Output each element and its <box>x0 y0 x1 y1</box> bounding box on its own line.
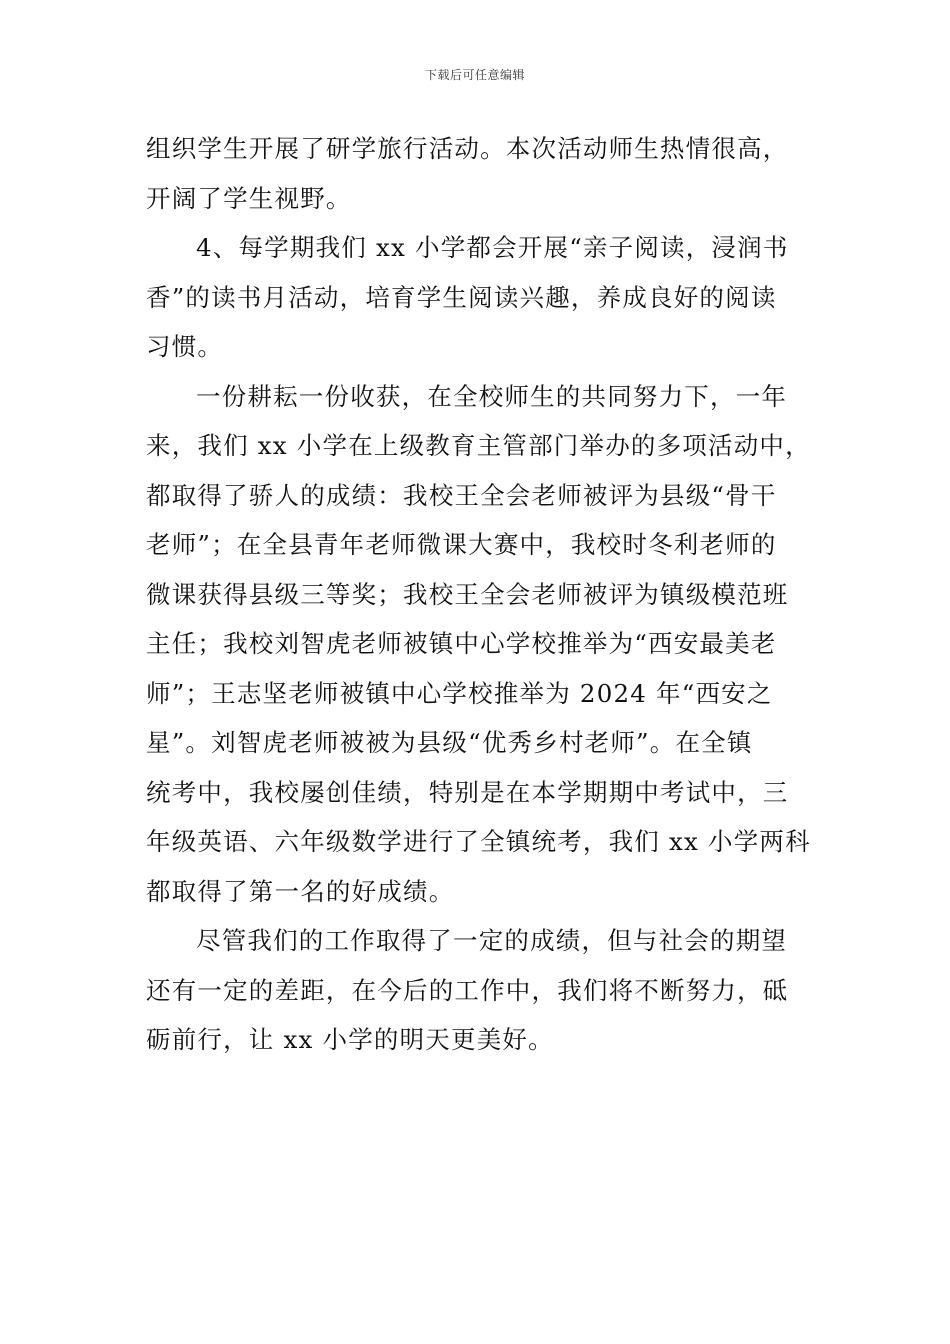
page-header: 下载后可任意编辑 <box>424 68 525 82</box>
paragraph-start-line: 4、每学期我们 xx 小学都会开展“亲子阅读，浸润书 <box>196 233 789 262</box>
text-line: 师”；王志坚老师被镇中心学校推举为 2024 年“西安之 <box>146 678 773 708</box>
text-line: 来，我们 xx 小学在上级教育主管部门举办的多项活动中， <box>146 431 811 460</box>
text-line: 微课获得县级三等奖；我校王全会老师被评为镇级模范班 <box>146 579 789 609</box>
text-line: 习惯。 <box>146 332 224 361</box>
paragraph-start-line: 尽管我们的工作取得了一定的成绩，但与社会的期望 <box>196 926 788 955</box>
text-line: 开阔了学生视野。 <box>146 183 352 213</box>
text-line: 都取得了骄人的成绩：我校王全会老师被评为县级“骨干 <box>146 480 777 510</box>
document-body <box>146 124 811 1065</box>
text-line: 老师”；在全县青年老师微课大赛中，我校时冬利老师的 <box>146 530 777 559</box>
paragraph-start-line: 一份耕耘一份收获，在全校师生的共同努力下，一年 <box>196 381 788 411</box>
text-line: 都取得了第一名的好成绩。 <box>146 876 455 906</box>
text-line: 星”。刘智虎老师被被为县级“优秀乡村老师”。在全镇 <box>146 728 753 757</box>
text-line: 香”的读书月活动，培育学生阅读兴趣，养成良好的阅读 <box>146 282 777 312</box>
text-line: 年级英语、六年级数学进行了全镇统考，我们 xx 小学两科 <box>146 827 811 856</box>
text-line: 组织学生开展了研学旅行活动。本次活动师生热情很高， <box>146 134 789 163</box>
text-line: 主任；我校刘智虎老师被镇中心学校推举为“西安最美老 <box>146 629 777 658</box>
text-line: 还有一定的差距，在今后的工作中，我们将不断努力，砥 <box>146 975 789 1005</box>
text-line: 统考中，我校屡创佳绩，特别是在本学期期中考试中，三 <box>146 777 789 807</box>
text-line: 砺前行，让 xx 小学的明天更美好。 <box>146 1025 554 1054</box>
